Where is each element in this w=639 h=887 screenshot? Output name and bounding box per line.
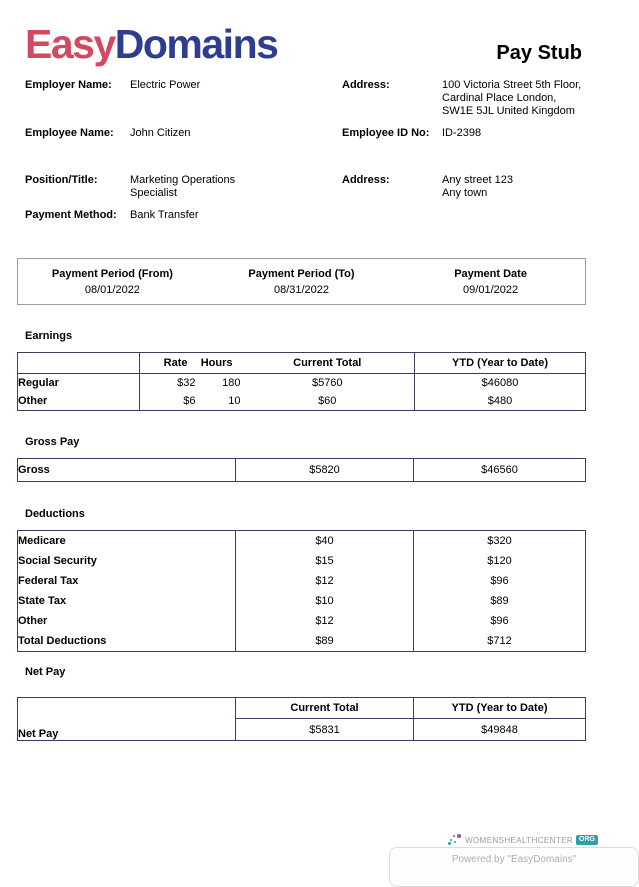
deduction-current-value: $89 xyxy=(315,635,334,647)
earnings-current-value: $60 xyxy=(318,395,337,407)
earnings-hours-value: 180 xyxy=(222,377,241,389)
employer-address-line: Cardinal Place London, xyxy=(442,92,557,104)
payment-date-value: 09/01/2022 xyxy=(463,284,519,296)
deduction-row-medicare xyxy=(18,531,586,552)
info-row-payment-method xyxy=(25,209,586,222)
earnings-row-label: Other xyxy=(18,392,140,411)
deduction-row-social-security xyxy=(18,551,586,571)
earnings-header-current-total: Current Total xyxy=(241,353,415,374)
employee-name-label: Employee Name: xyxy=(25,127,114,139)
deduction-row-total xyxy=(18,631,586,652)
earnings-rate-value: $6 xyxy=(183,395,196,407)
womens-health-center-logo-icon xyxy=(448,834,462,846)
net-pay-header-ytd: YTD (Year to Date) xyxy=(414,698,586,719)
payment-period-from-value: 08/01/2022 xyxy=(84,284,140,296)
employee-id-value: ID-2398 xyxy=(442,127,482,139)
deduction-ytd-value: $120 xyxy=(414,551,586,571)
deduction-current-value: $10 xyxy=(315,595,334,607)
info-row-position xyxy=(25,174,586,200)
employee-id-label: Employee ID No: xyxy=(342,127,430,139)
earnings-header-row xyxy=(18,353,586,374)
gross-current-value: $5820 xyxy=(309,464,340,476)
gross-row-label: Gross xyxy=(18,459,236,482)
earnings-rate-value: $32 xyxy=(177,377,196,389)
position-title-label: Position/Title: xyxy=(25,174,98,186)
logo-text-domains: Domains xyxy=(114,21,278,67)
deduction-label: Federal Tax xyxy=(18,571,236,591)
footer-brand-text: WOMENSHEALTHCENTER xyxy=(465,835,574,845)
gross-row xyxy=(18,459,586,482)
payment-method-value: Bank Transfer xyxy=(130,209,199,221)
deduction-row-federal-tax xyxy=(18,571,586,591)
earnings-header-rate: Rate xyxy=(140,353,196,374)
payment-period-header-row xyxy=(18,259,586,283)
deduction-label: Total Deductions xyxy=(18,631,236,652)
employee-address-label: Address: xyxy=(342,174,390,186)
deductions-section-title: Deductions xyxy=(25,508,85,520)
employer-name-value: Electric Power xyxy=(130,79,201,91)
payment-period-value-row xyxy=(18,282,586,305)
earnings-ytd-value: $480 xyxy=(415,392,586,411)
deduction-current-value: $15 xyxy=(315,555,334,567)
employer-address-label: Address: xyxy=(342,79,390,91)
gross-pay-section-title: Gross Pay xyxy=(25,436,80,448)
footer-org-badge: ORG xyxy=(576,835,598,845)
earnings-row-label: Regular xyxy=(18,374,140,393)
earnings-table xyxy=(17,352,586,411)
deduction-ytd-value: $96 xyxy=(414,571,586,591)
earnings-row-other xyxy=(18,392,586,411)
payment-period-from-header: Payment Period (From) xyxy=(51,268,173,280)
powered-by-text: Powered by "EasyDomains" xyxy=(451,854,577,865)
easydomains-logo xyxy=(25,22,277,66)
deduction-ytd-value: $96 xyxy=(414,611,586,631)
deduction-current-value: $40 xyxy=(315,535,334,547)
net-pay-table xyxy=(17,697,586,741)
earnings-hours-value: 10 xyxy=(228,395,241,407)
info-row-employer xyxy=(25,79,586,118)
deduction-current-value: $12 xyxy=(315,615,334,627)
payment-period-table xyxy=(17,258,586,305)
footer-brand xyxy=(448,834,598,846)
earnings-row-regular xyxy=(18,374,586,393)
deduction-label: Social Security xyxy=(18,551,236,571)
gross-ytd-value: $46560 xyxy=(414,459,586,482)
earnings-header-empty xyxy=(18,353,140,374)
deduction-row-state-tax xyxy=(18,591,586,611)
net-pay-header-current-total: Current Total xyxy=(236,698,414,719)
payment-period-to-header: Payment Period (To) xyxy=(248,268,355,280)
deduction-label: Other xyxy=(18,611,236,631)
payment-period-to-value: 08/31/2022 xyxy=(273,284,330,296)
page-title: Pay Stub xyxy=(496,42,582,64)
position-title-value: Marketing Operations Specialist xyxy=(130,174,236,199)
info-section xyxy=(17,79,586,222)
deduction-label: Medicare xyxy=(18,531,236,552)
earnings-current-value: $5760 xyxy=(311,377,343,389)
deduction-row-other xyxy=(18,611,586,631)
payment-method-label: Payment Method: xyxy=(25,209,117,221)
info-row-employee xyxy=(25,127,586,140)
deduction-ytd-value: $712 xyxy=(414,631,586,652)
employer-address-value xyxy=(442,79,586,118)
earnings-section-title: Earnings xyxy=(25,330,73,342)
employee-address-line: Any town xyxy=(442,187,488,199)
deduction-ytd-value: $320 xyxy=(414,531,586,552)
logo-text-easy: Easy xyxy=(25,21,115,67)
employer-name-label: Employer Name: xyxy=(25,79,112,91)
earnings-ytd-value: $46080 xyxy=(415,374,586,393)
deductions-table xyxy=(17,530,586,652)
powered-by-box xyxy=(389,847,639,887)
net-pay-row-label: Net Pay xyxy=(18,698,236,741)
employer-address-line: SW1E 5JL United Kingdom xyxy=(442,105,575,117)
net-pay-current-value: $5831 xyxy=(309,723,340,736)
earnings-header-ytd: YTD (Year to Date) xyxy=(415,353,586,374)
net-pay-section-title: Net Pay xyxy=(25,666,66,678)
header xyxy=(17,22,586,66)
payment-date-header: Payment Date xyxy=(454,268,527,280)
earnings-header-hours: Hours xyxy=(196,353,241,374)
net-pay-header-row xyxy=(18,698,586,719)
employee-address-line: Any street 123 xyxy=(442,174,513,186)
deduction-ytd-value: $89 xyxy=(414,591,586,611)
deduction-label: State Tax xyxy=(18,591,236,611)
employee-name-value: John Citizen xyxy=(130,127,191,139)
employee-address-value xyxy=(442,174,586,200)
net-pay-ytd-value: $49848 xyxy=(414,719,586,741)
deduction-current-value: $12 xyxy=(315,575,334,587)
gross-pay-table xyxy=(17,458,586,482)
employer-address-line: 100 Victoria Street 5th Floor, xyxy=(442,79,582,91)
